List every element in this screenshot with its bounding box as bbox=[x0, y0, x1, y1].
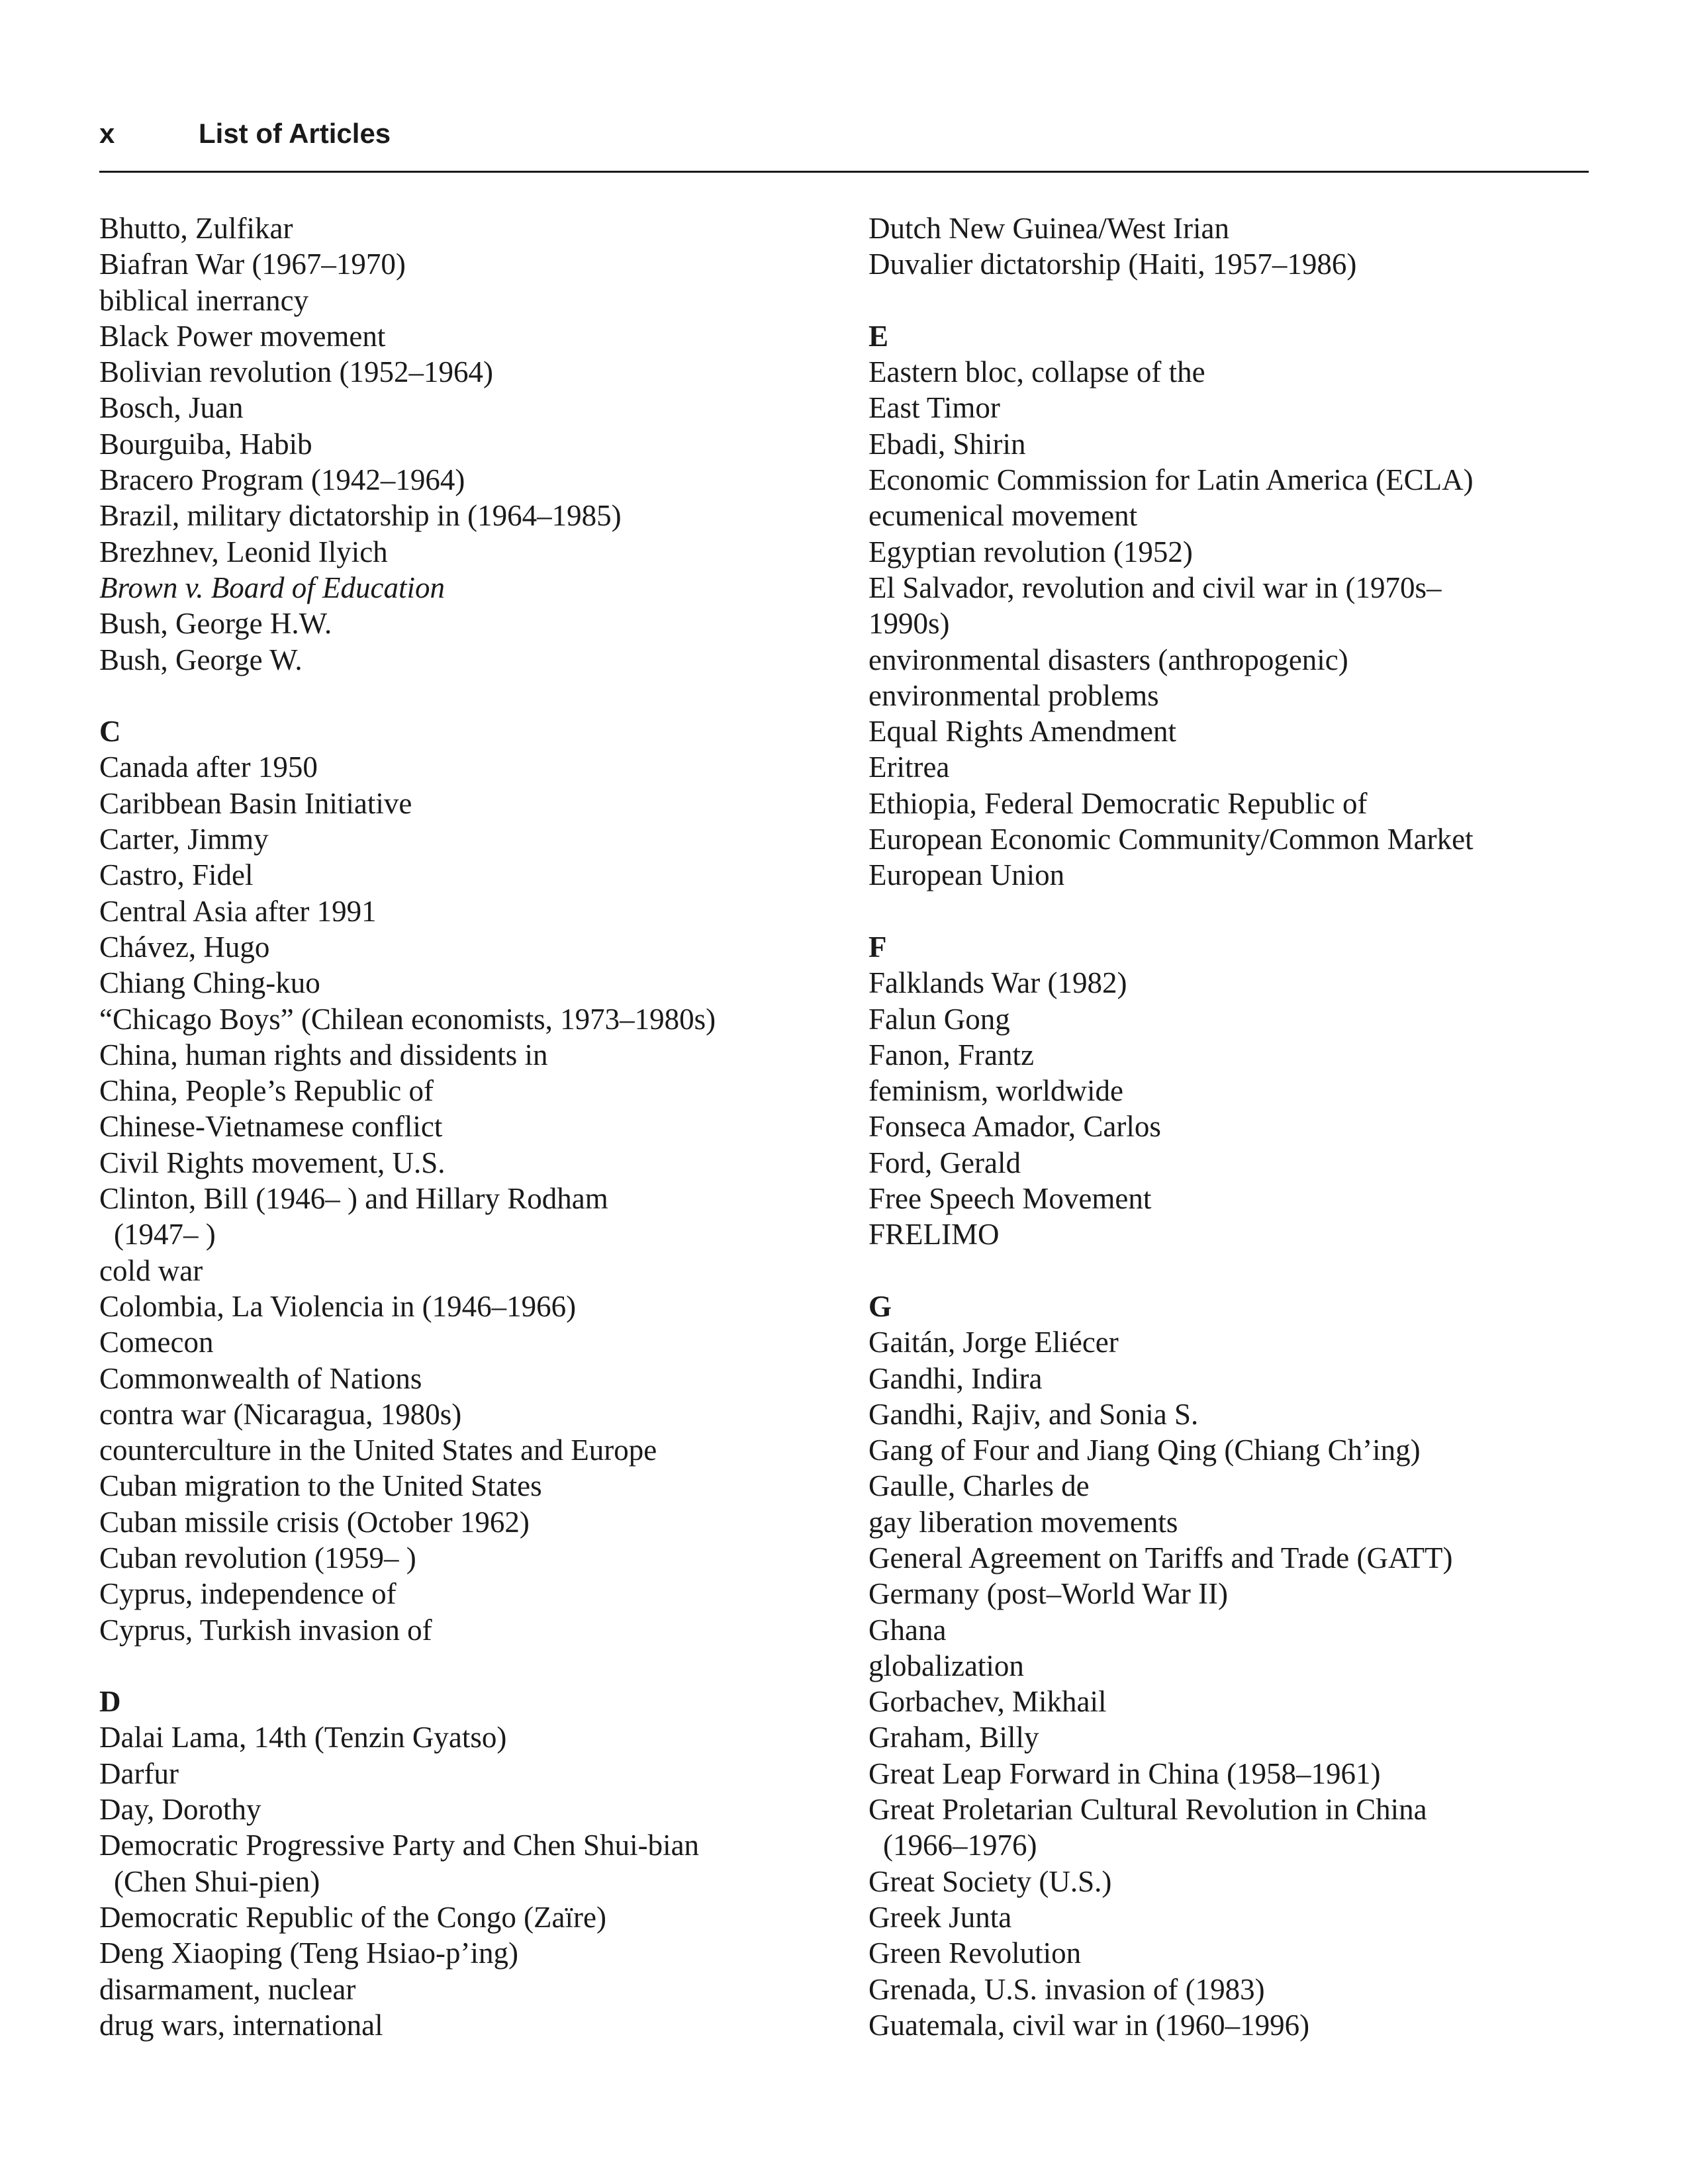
list-item: Bracero Program (1942–1964) bbox=[99, 463, 465, 497]
list-item: Bush, George H.W. bbox=[99, 607, 332, 641]
list-item: FRELIMO bbox=[868, 1218, 1000, 1251]
list-item: Democratic Progressive Party and Chen Shui-bian bbox=[99, 1829, 700, 1862]
list-item: Ethiopia, Federal Democratic Republic of bbox=[868, 786, 1368, 820]
list-item: Great Proletarian Cultural Revolution in China bbox=[868, 1793, 1427, 1827]
list-item: Biafran War (1967–1970) bbox=[99, 248, 406, 281]
list-item: Dalai Lama, 14th (Tenzin Gyatso) bbox=[99, 1721, 507, 1754]
list-item: Castro, Fidel bbox=[99, 858, 254, 892]
list-item: Bolivian revolution (1952–1964) bbox=[99, 355, 493, 389]
running-title: List of Articles bbox=[199, 118, 391, 149]
list-item: Graham, Billy bbox=[868, 1721, 1039, 1754]
list-item: Great Society (U.S.) bbox=[868, 1864, 1112, 1898]
list-item: Brazil, military dictatorship in (1964–1985) bbox=[99, 499, 622, 533]
list-item: El Salvador, revolution and civil war in (1970s– bbox=[868, 570, 1442, 604]
list-item: Clinton, Bill (1946– ) and Hillary Rodham bbox=[99, 1182, 608, 1216]
list-item: Greek Junta bbox=[868, 1900, 1012, 1934]
page-number: x bbox=[99, 118, 115, 149]
list-item: gay liberation movements bbox=[868, 1505, 1178, 1539]
list-item: General Agreement on Tariffs and Trade (GATT) bbox=[868, 1541, 1453, 1574]
list-item: Caribbean Basin Initiative bbox=[99, 786, 412, 820]
list-item: Green Revolution bbox=[868, 1936, 1082, 1970]
list-item: Commonwealth of Nations bbox=[99, 1361, 422, 1395]
section-spacer bbox=[99, 1648, 847, 1684]
list-item: Gaitán, Jorge Eliécer bbox=[868, 1326, 1119, 1359]
list-item: counterculture in the United States and Europe bbox=[99, 1433, 657, 1467]
list-item: Day, Dorothy bbox=[99, 1793, 261, 1827]
list-item: Guatemala, civil war in (1960–1996) bbox=[868, 2008, 1310, 2042]
list-item: Fonseca Amador, Carlos bbox=[868, 1110, 1161, 1144]
list-item: globalization bbox=[868, 1649, 1024, 1682]
list-item: Equal Rights Amendment bbox=[868, 715, 1176, 749]
list-item: Canada after 1950 bbox=[99, 751, 318, 784]
list-item: Grenada, U.S. invasion of (1983) bbox=[868, 1972, 1265, 2006]
list-item: Brezhnev, Leonid Ilyich bbox=[99, 535, 388, 569]
list-item: Bhutto, Zulfikar bbox=[99, 212, 293, 245]
list-item: Comecon bbox=[99, 1326, 214, 1359]
list-item: Ford, Gerald bbox=[868, 1146, 1021, 1179]
list-item: “Chicago Boys” (Chilean economists, 1973–1980s) bbox=[99, 1002, 716, 1036]
list-item: environmental problems bbox=[868, 678, 1159, 712]
list-item: Deng Xiaoping (Teng Hsiao-p’ing) bbox=[99, 1936, 518, 1970]
list-item: Gorbachev, Mikhail bbox=[868, 1685, 1107, 1719]
section-letter-c: C bbox=[99, 715, 121, 749]
list-item: China, People’s Republic of bbox=[99, 1074, 434, 1108]
section-letter-e: E bbox=[868, 319, 889, 353]
section-spacer bbox=[868, 283, 1597, 318]
list-item: disarmament, nuclear bbox=[99, 1972, 356, 2006]
section-spacer bbox=[868, 1253, 1597, 1289]
list-item: Ebadi, Shirin bbox=[868, 427, 1026, 461]
list-item: biblical inerrancy bbox=[99, 283, 309, 317]
right-column bbox=[868, 210, 1597, 2043]
list-item-continuation: (1947– ) bbox=[114, 1218, 216, 1251]
list-item: Ghana bbox=[868, 1613, 947, 1647]
list-item: Cuban missile crisis (October 1962) bbox=[99, 1505, 530, 1539]
list-item: China, human rights and dissidents in bbox=[99, 1038, 548, 1071]
list-item: Economic Commission for Latin America (ECLA) bbox=[868, 463, 1474, 497]
list-item: Free Speech Movement bbox=[868, 1182, 1152, 1216]
section-letter-g: G bbox=[868, 1289, 892, 1323]
list-item: Bush, George W. bbox=[99, 643, 303, 676]
list-item-continuation: (Chen Shui-pien) bbox=[114, 1864, 320, 1898]
list-item: Gang of Four and Jiang Qing (Chiang Ch’ing) bbox=[868, 1433, 1421, 1467]
section-spacer bbox=[99, 678, 847, 713]
list-item: Falklands War (1982) bbox=[868, 966, 1127, 1000]
list-item: Bosch, Juan bbox=[99, 391, 244, 425]
list-item: Bourguiba, Habib bbox=[99, 427, 312, 461]
list-item: Germany (post–World War II) bbox=[868, 1577, 1229, 1611]
list-item-continuation: (1966–1976) bbox=[883, 1829, 1037, 1862]
list-item: Eastern bloc, collapse of the bbox=[868, 355, 1205, 389]
list-item: Falun Gong bbox=[868, 1002, 1010, 1036]
list-item: Cyprus, independence of bbox=[99, 1577, 397, 1611]
list-item: Cyprus, Turkish invasion of bbox=[99, 1613, 432, 1647]
list-item: Chinese-Vietnamese conflict bbox=[99, 1110, 443, 1144]
list-item: European Union bbox=[868, 858, 1065, 892]
list-item: environmental disasters (anthropogenic) bbox=[868, 643, 1348, 676]
list-item: Cuban revolution (1959– ) bbox=[99, 1541, 416, 1574]
list-item: Brown v. Board of Education bbox=[99, 570, 445, 604]
list-item: East Timor bbox=[868, 391, 1000, 425]
section-letter-f: F bbox=[868, 930, 887, 964]
list-item: contra war (Nicaragua, 1980s) bbox=[99, 1397, 462, 1431]
section-spacer bbox=[868, 893, 1597, 929]
list-item: Black Power movement bbox=[99, 319, 386, 353]
list-item: Civil Rights movement, U.S. bbox=[99, 1146, 445, 1179]
list-item: cold war bbox=[99, 1253, 203, 1287]
list-item: Cuban migration to the United States bbox=[99, 1469, 542, 1503]
list-item: Carter, Jimmy bbox=[99, 823, 269, 856]
list-item: Great Leap Forward in China (1958–1961) bbox=[868, 1756, 1381, 1790]
list-item: Duvalier dictatorship (Haiti, 1957–1986) bbox=[868, 248, 1357, 281]
list-item: Eritrea bbox=[868, 751, 950, 784]
list-item: Democratic Republic of the Congo (Zaïre) bbox=[99, 1900, 606, 1934]
list-item: Gandhi, Rajiv, and Sonia S. bbox=[868, 1397, 1199, 1431]
list-item: Chávez, Hugo bbox=[99, 930, 270, 964]
list-item: European Economic Community/Common Market bbox=[868, 823, 1474, 856]
left-column bbox=[99, 210, 847, 2043]
list-item: Fanon, Frantz bbox=[868, 1038, 1034, 1071]
section-letter-d: D bbox=[99, 1685, 121, 1719]
list-item: Gandhi, Indira bbox=[868, 1361, 1043, 1395]
list-item: Colombia, La Violencia in (1946–1966) bbox=[99, 1289, 577, 1323]
running-header bbox=[99, 113, 1589, 173]
list-item: feminism, worldwide bbox=[868, 1074, 1123, 1108]
list-item: Gaulle, Charles de bbox=[868, 1469, 1090, 1503]
list-item: Central Asia after 1991 bbox=[99, 894, 377, 928]
list-item: drug wars, international bbox=[99, 2008, 383, 2042]
list-item-continuation: 1990s) bbox=[868, 607, 950, 641]
list-item: Dutch New Guinea/West Irian bbox=[868, 212, 1229, 245]
list-item: ecumenical movement bbox=[868, 499, 1138, 533]
list-item: Chiang Ching-kuo bbox=[99, 966, 320, 1000]
list-item: Darfur bbox=[99, 1756, 179, 1790]
list-item: Egyptian revolution (1952) bbox=[868, 535, 1193, 569]
